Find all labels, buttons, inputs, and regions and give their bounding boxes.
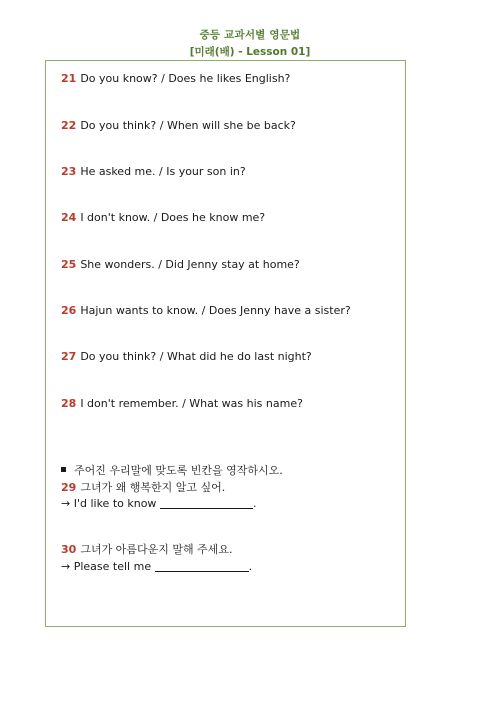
item-text: I don't remember. / What was his name? [80, 397, 303, 410]
item-number: 26 [61, 304, 77, 317]
exercise-item [61, 211, 265, 224]
item-text: She wonders. / Did Jenny stay at home? [80, 258, 300, 271]
item-text: Do you know? / Does he likes English? [80, 72, 291, 85]
item-number: 27 [61, 350, 77, 363]
answer-blank[interactable] [155, 559, 249, 572]
exercise-item [61, 304, 351, 317]
instruction [61, 462, 283, 478]
item-text: Do you think? / What did he do last night? [80, 350, 312, 363]
answer-period: . [248, 560, 253, 573]
exercise-item [61, 350, 312, 363]
arrow-icon: → [61, 497, 71, 510]
korean-sentence: 그녀가 아름다운지 말해 주세요. [80, 543, 233, 556]
arrow-icon: → [61, 560, 71, 573]
item-number: 23 [61, 165, 77, 178]
item-text: He asked me. / Is your son in? [80, 165, 246, 178]
item-number: 25 [61, 258, 77, 271]
answer-prompt: I'd like to know [73, 497, 157, 510]
page-subtitle: [미래(배) - Lesson 01] [189, 46, 311, 58]
exercise-item [61, 165, 246, 178]
item-text: Hajun wants to know. / Does Jenny have a sister? [80, 304, 351, 317]
korean-sentence: 그녀가 왜 행복한지 알고 싶어. [80, 481, 226, 494]
item-number: 24 [61, 211, 77, 224]
item-number: 21 [61, 72, 77, 85]
item-number: 28 [61, 397, 77, 410]
answer-period: . [252, 497, 257, 510]
page-title: 중등 교과서별 영문법 [199, 29, 301, 41]
item-text: Do you think? / When will she be back? [80, 119, 296, 132]
bullet-icon [61, 467, 66, 472]
question-30-korean [61, 541, 232, 557]
exercise-item [61, 119, 296, 132]
exercise-item [61, 258, 300, 271]
item-number: 22 [61, 119, 77, 132]
instruction-text: 주어진 우리말에 맞도록 빈칸을 영작하시오. [74, 464, 283, 477]
question-29-answer [61, 496, 256, 510]
answer-prompt: Please tell me [73, 560, 152, 573]
item-number: 29 [61, 481, 77, 494]
question-30-answer [61, 559, 252, 573]
item-number: 30 [61, 543, 77, 556]
item-text: I don't know. / Does he know me? [80, 211, 266, 224]
exercise-item [61, 72, 290, 85]
exercise-item [61, 397, 303, 410]
question-29-korean [61, 479, 225, 495]
answer-blank[interactable] [160, 496, 253, 509]
